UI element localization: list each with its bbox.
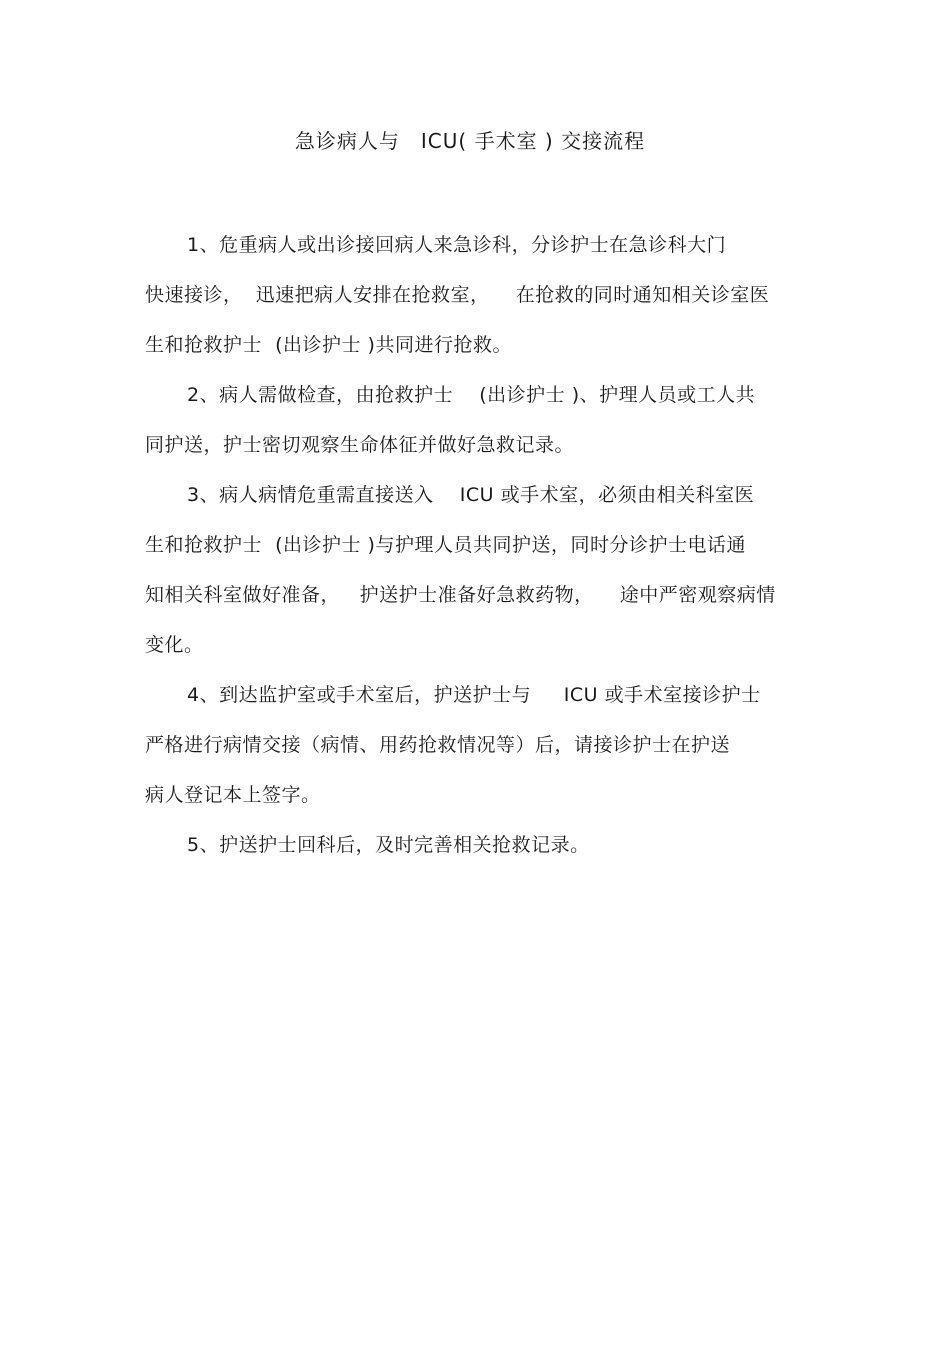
paragraph-3-line-2: 生和抢救护士 (出诊护士 )与护理人员共同护送，同时分诊护士电话通	[145, 534, 746, 556]
paragraph-1-line-1: 1、危重病人或出诊接回病人来急诊科，分诊护士在急诊科大门	[187, 234, 727, 256]
paragraph-3-line-4: 变化。	[145, 634, 204, 656]
paragraph-3-line-1: 3、病人病情危重需直接送入 ICU 或手术室，必须由相关科室医	[187, 484, 755, 506]
paragraph-4-line-1: 4、到达监护室或手术室后，护送护士与 ICU 或手术室接诊护士	[187, 684, 761, 706]
paragraph-1-line-3: 生和抢救护士 (出诊护士 )共同进行抢救。	[145, 334, 512, 356]
paragraph-2-line-1: 2、病人需做检查，由抢救护士 (出诊护士 )、护理人员或工人共	[187, 384, 756, 406]
paragraph-3-line-3: 知相关科室做好准备， 护送护士准备好急救药物， 途中严密观察病情	[145, 584, 776, 606]
paragraph-4-line-2: 严格进行病情交接（病情、用药抢救情况等）后，请接诊护士在护送	[145, 734, 731, 756]
document-title: 急诊病人与 ICU( 手术室 ) 交接流程	[294, 129, 646, 153]
paragraph-2-line-2: 同护送，护士密切观察生命体征并做好急救记录。	[145, 434, 575, 456]
paragraph-5-line-1: 5、护送护士回科后，及时完善相关抢救记录。	[187, 834, 590, 856]
paragraph-4-line-3: 病人登记本上签字。	[145, 784, 321, 806]
paragraph-1-line-2: 快速接诊， 迅速把病人安排在抢救室， 在抢救的同时通知相关诊室医	[145, 284, 770, 306]
